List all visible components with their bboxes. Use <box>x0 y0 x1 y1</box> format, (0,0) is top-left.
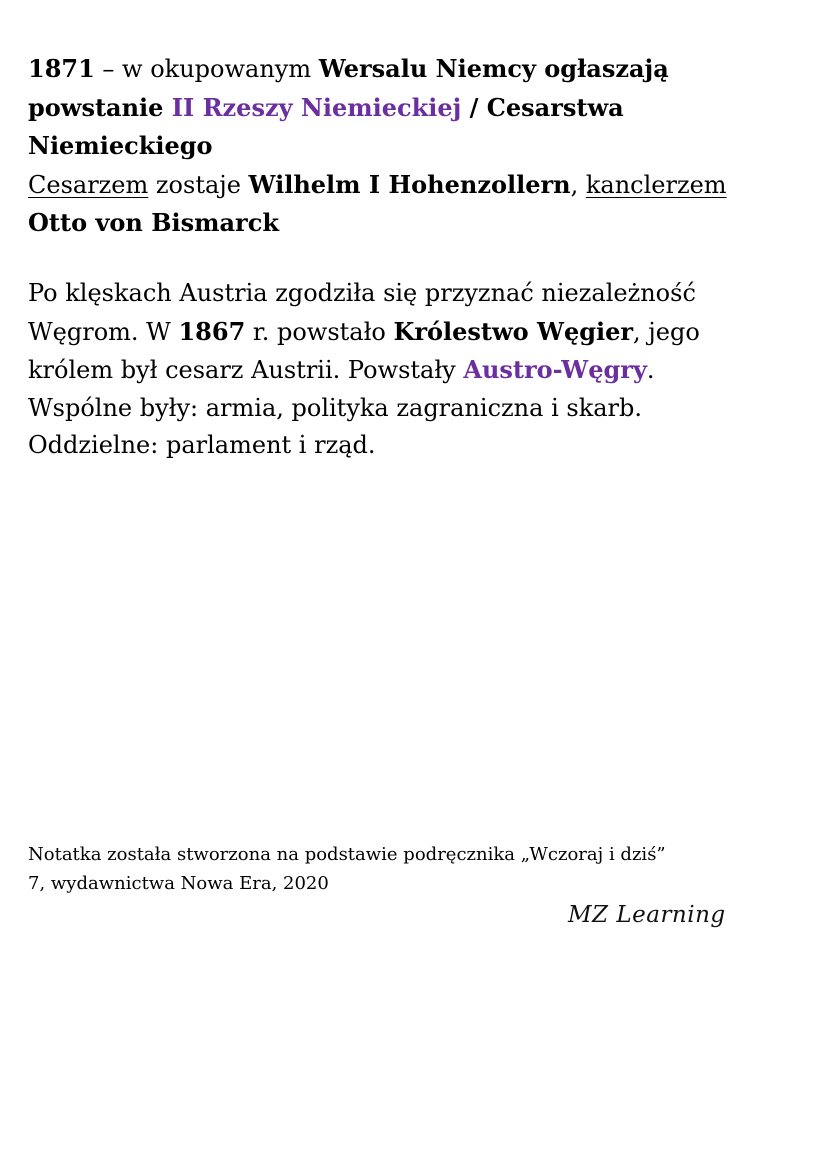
text-fragment: – w okupowanym <box>94 55 319 83</box>
austro-hungary-highlight: Austro-Węgry <box>463 355 647 384</box>
bismarck-name: Otto von Bismarck <box>28 208 279 237</box>
chancellor-underlined: kanclerzem <box>585 170 727 199</box>
german-empire-section <box>28 50 803 243</box>
kingdom-of-hungary: Królestwo Węgier <box>393 316 634 346</box>
text-fragment: Węgrom. W <box>28 317 179 346</box>
bold-fragment: / Cesarstwa <box>461 92 624 122</box>
source-note-line-1: Notatka została stworzona na podstawie podręcznika „Wczoraj i dziś” <box>28 844 666 865</box>
wilhelm-name: Wilhelm I Hohenzollern <box>248 169 571 199</box>
austria-hungary-line-1: Po klęskach Austria zgodziła się przyznać niezależność <box>28 279 696 307</box>
text-fragment: , <box>570 170 586 199</box>
year-1871: 1871 <box>28 54 95 83</box>
year-1867: 1867 <box>178 316 246 346</box>
text-fragment: , jego <box>633 317 700 346</box>
bold-fragment: Wersalu Niemcy ogłaszają <box>318 54 669 83</box>
bold-fragment: Niemieckiego <box>28 131 213 160</box>
source-note <box>28 840 803 898</box>
second-reich-highlight: II Rzeszy Niemieckiej <box>171 92 462 122</box>
bold-fragment: powstanie <box>28 92 172 122</box>
mz-learning-signature: MZ Learning <box>568 902 726 928</box>
emperor-underlined: Cesarzem <box>28 170 149 199</box>
austria-hungary-line-2 <box>28 313 803 352</box>
german-empire-line-2 <box>28 89 803 128</box>
text-fragment: zostaje <box>148 170 249 199</box>
text-fragment: królem był cesarz Austrii. Powstały <box>28 356 464 384</box>
austria-hungary-line-3 <box>28 351 803 390</box>
text-fragment: . <box>646 356 655 384</box>
german-empire-line-1 <box>28 50 803 89</box>
german-empire-line-4 <box>28 166 803 205</box>
text-fragment: r. powstało <box>245 317 394 346</box>
austria-hungary-line-4: Wspólne były: armia, polityka zagraniczna i skarb. <box>28 393 643 422</box>
german-empire-line-5 <box>28 204 803 243</box>
german-empire-line-3 <box>28 127 803 166</box>
austria-hungary-section <box>28 275 803 465</box>
austria-hungary-line-5: Oddzielne: parlament i rząd. <box>28 431 376 459</box>
source-note-line-2: 7, wydawnictwa Nowa Era, 2020 <box>28 873 329 894</box>
